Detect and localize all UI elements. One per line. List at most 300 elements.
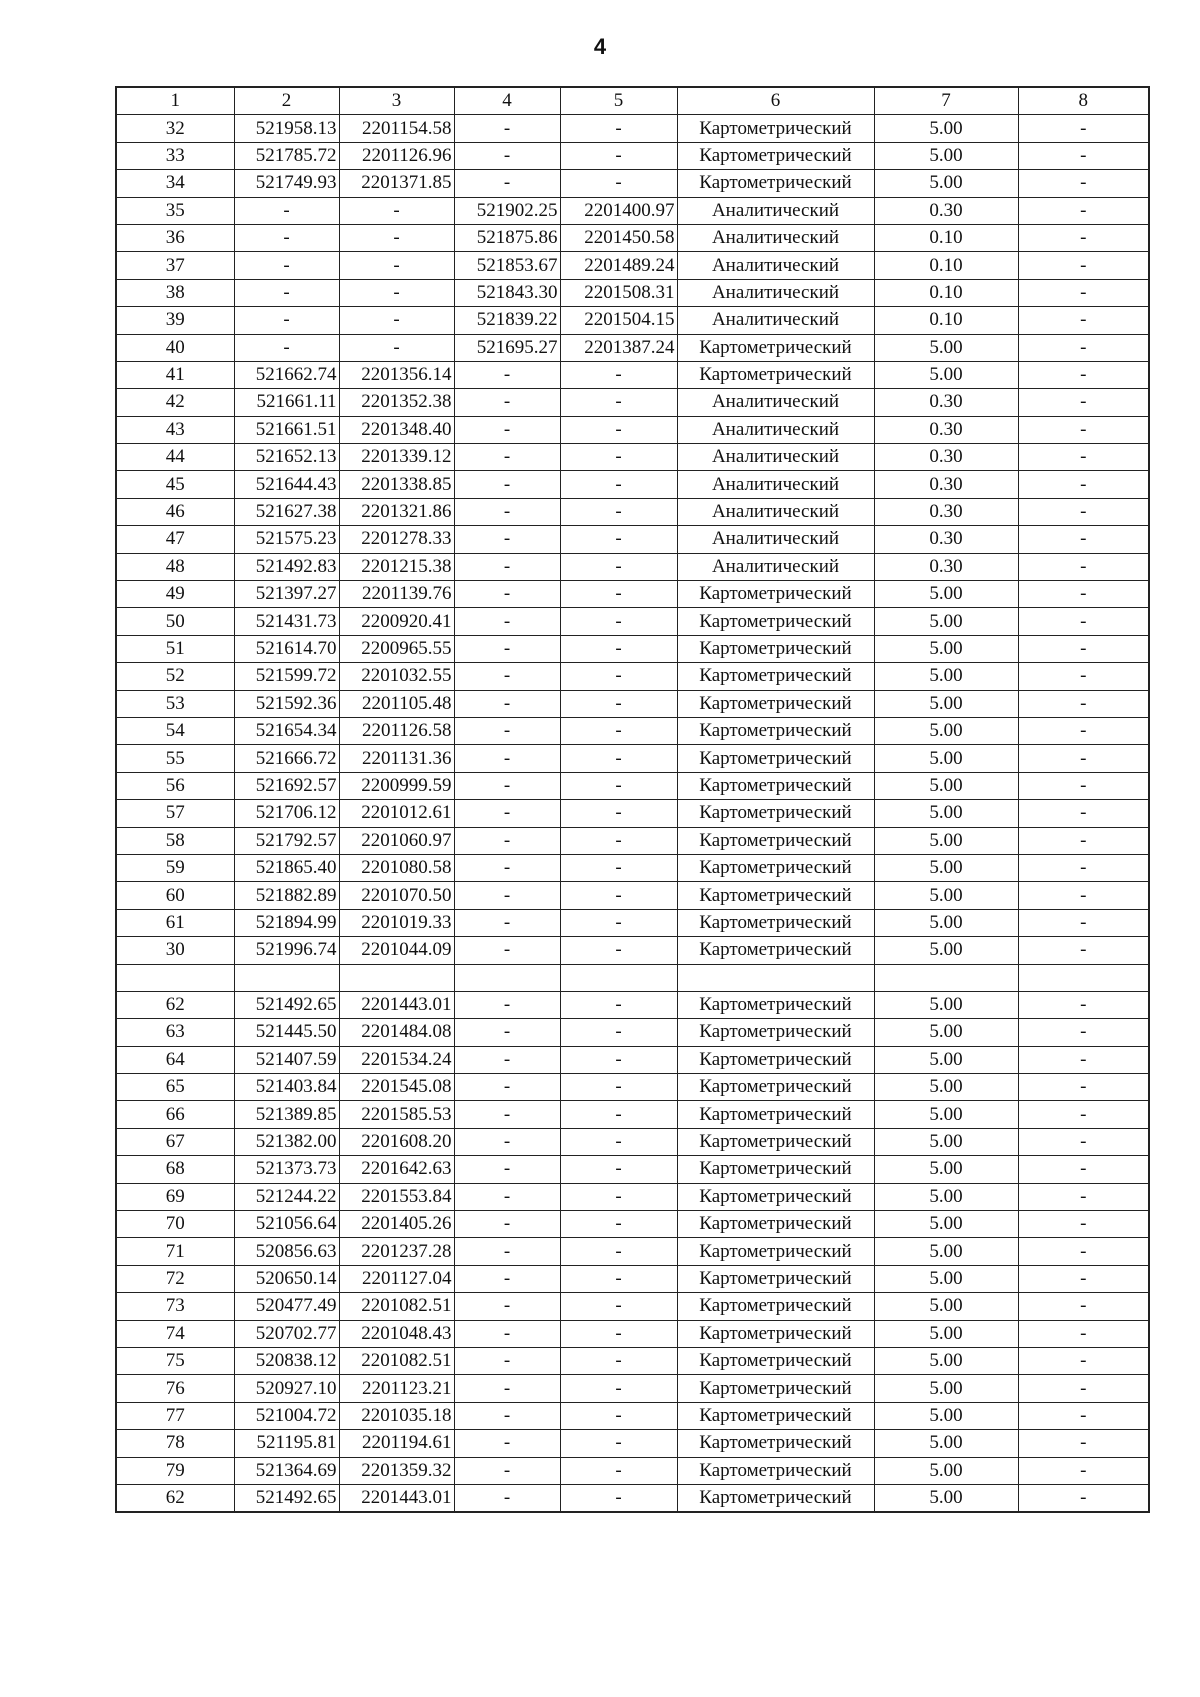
cell-y-new: -: [560, 1019, 677, 1046]
table-row: [116, 1375, 1149, 1402]
cell-method: Аналитический: [677, 224, 874, 251]
cell-x-existing: 521389.85: [234, 1101, 339, 1128]
cell-x-new: -: [454, 1019, 560, 1046]
cell-y-existing: 2201348.40: [339, 416, 454, 443]
cell-description: -: [1018, 882, 1149, 909]
cell-description: -: [1018, 909, 1149, 936]
cell-x-new: -: [454, 663, 560, 690]
cell-y-new: -: [560, 800, 677, 827]
cell-x-new: -: [454, 882, 560, 909]
cell-y-new: 2201387.24: [560, 334, 677, 361]
cell-x-existing: 520702.77: [234, 1320, 339, 1347]
column-header: 8: [1018, 87, 1149, 115]
cell-x-new: -: [454, 717, 560, 744]
table-row: [116, 224, 1149, 251]
cell-x-existing: 521244.22: [234, 1183, 339, 1210]
cell-method: Картометрический: [677, 1320, 874, 1347]
cell-description: -: [1018, 142, 1149, 169]
cell-description: -: [1018, 553, 1149, 580]
cell-point-number: 45: [116, 471, 234, 498]
cell-x-existing: 521575.23: [234, 526, 339, 553]
table-row: [116, 608, 1149, 635]
cell-accuracy: 0.30: [874, 389, 1018, 416]
cell-method: Аналитический: [677, 471, 874, 498]
cell-point-number: 36: [116, 224, 234, 251]
table-row: [116, 1128, 1149, 1155]
cell-method: Картометрический: [677, 1128, 874, 1155]
cell-point-number: 72: [116, 1265, 234, 1292]
cell-method: Картометрический: [677, 937, 874, 964]
cell-point-number: 62: [116, 991, 234, 1018]
cell-x-new: -: [454, 1430, 560, 1457]
cell-y-existing: 2201443.01: [339, 1484, 454, 1512]
cell-x-new: -: [454, 1484, 560, 1512]
cell-x-existing: 521195.81: [234, 1430, 339, 1457]
cell-accuracy: 0.30: [874, 526, 1018, 553]
cell-method: Картометрический: [677, 608, 874, 635]
cell-method: Аналитический: [677, 197, 874, 224]
cell-y-existing: 2201237.28: [339, 1238, 454, 1265]
cell-method: Картометрический: [677, 1101, 874, 1128]
cell-description: -: [1018, 197, 1149, 224]
cell-x-new: -: [454, 745, 560, 772]
cell-accuracy: 5.00: [874, 854, 1018, 881]
table-body: [116, 115, 1149, 1512]
cell-description: -: [1018, 1046, 1149, 1073]
cell-y-new: -: [560, 772, 677, 799]
cell-x-new: -: [454, 471, 560, 498]
cell-x-existing: 521996.74: [234, 937, 339, 964]
cell-x-new: -: [454, 553, 560, 580]
cell-y-new: -: [560, 1402, 677, 1429]
cell-description: -: [1018, 526, 1149, 553]
cell-description: -: [1018, 1265, 1149, 1292]
cell-point-number: 60: [116, 882, 234, 909]
cell-x-existing: -: [234, 334, 339, 361]
cell-y-existing: 2201139.76: [339, 581, 454, 608]
cell-description: [1018, 964, 1149, 991]
cell-point-number: 49: [116, 581, 234, 608]
cell-method: Картометрический: [677, 800, 874, 827]
cell-method: Картометрический: [677, 663, 874, 690]
cell-point-number: 77: [116, 1402, 234, 1429]
cell-x-new: -: [454, 991, 560, 1018]
table-row: [116, 800, 1149, 827]
cell-point-number: 79: [116, 1457, 234, 1484]
cell-description: -: [1018, 361, 1149, 388]
cell-x-existing: 521706.12: [234, 800, 339, 827]
cell-x-new: -: [454, 361, 560, 388]
cell-accuracy: 5.00: [874, 1019, 1018, 1046]
cell-y-existing: 2201534.24: [339, 1046, 454, 1073]
cell-y-new: -: [560, 1293, 677, 1320]
cell-method: Картометрический: [677, 1046, 874, 1073]
cell-y-existing: 2201339.12: [339, 444, 454, 471]
cell-method: Аналитический: [677, 498, 874, 525]
cell-description: -: [1018, 690, 1149, 717]
table-row: [116, 389, 1149, 416]
cell-x-existing: -: [234, 224, 339, 251]
cell-description: -: [1018, 307, 1149, 334]
cell-y-existing: 2201642.63: [339, 1156, 454, 1183]
cell-x-new: -: [454, 827, 560, 854]
cell-y-existing: 2201123.21: [339, 1375, 454, 1402]
cell-point-number: 34: [116, 170, 234, 197]
table-row: [116, 1320, 1149, 1347]
cell-description: -: [1018, 416, 1149, 443]
cell-accuracy: [874, 964, 1018, 991]
table-row: [116, 553, 1149, 580]
table-row: [116, 991, 1149, 1018]
cell-accuracy: 5.00: [874, 745, 1018, 772]
cell-x-new: -: [454, 416, 560, 443]
cell-x-new: -: [454, 1101, 560, 1128]
cell-y-existing: 2201082.51: [339, 1293, 454, 1320]
cell-point-number: 42: [116, 389, 234, 416]
cell-method: Аналитический: [677, 416, 874, 443]
cell-x-existing: 521407.59: [234, 1046, 339, 1073]
cell-x-new: 521843.30: [454, 279, 560, 306]
cell-point-number: 61: [116, 909, 234, 936]
cell-x-new: -: [454, 498, 560, 525]
cell-point-number: 46: [116, 498, 234, 525]
cell-method: Аналитический: [677, 389, 874, 416]
page-number: 4: [593, 34, 607, 59]
column-header: 7: [874, 87, 1018, 115]
cell-x-existing: 521666.72: [234, 745, 339, 772]
cell-point-number: 54: [116, 717, 234, 744]
cell-y-new: 2201504.15: [560, 307, 677, 334]
cell-method: Картометрический: [677, 1265, 874, 1292]
cell-accuracy: 5.00: [874, 1320, 1018, 1347]
cell-y-new: 2201400.97: [560, 197, 677, 224]
cell-description: -: [1018, 772, 1149, 799]
cell-point-number: 51: [116, 635, 234, 662]
cell-point-number: 33: [116, 142, 234, 169]
cell-method: Картометрический: [677, 361, 874, 388]
cell-description: -: [1018, 827, 1149, 854]
cell-x-existing: 521004.72: [234, 1402, 339, 1429]
cell-method: Картометрический: [677, 1430, 874, 1457]
column-header: 3: [339, 87, 454, 115]
cell-x-new: -: [454, 1320, 560, 1347]
cell-y-existing: 2201356.14: [339, 361, 454, 388]
cell-y-existing: 2201215.38: [339, 553, 454, 580]
cell-x-new: 521695.27: [454, 334, 560, 361]
cell-point-number: 57: [116, 800, 234, 827]
cell-y-new: -: [560, 1457, 677, 1484]
cell-accuracy: 5.00: [874, 1238, 1018, 1265]
cell-y-new: -: [560, 1238, 677, 1265]
cell-point-number: 47: [116, 526, 234, 553]
cell-y-new: -: [560, 1046, 677, 1073]
cell-method: Картометрический: [677, 882, 874, 909]
cell-x-existing: 521492.65: [234, 991, 339, 1018]
cell-accuracy: 5.00: [874, 1046, 1018, 1073]
cell-accuracy: 5.00: [874, 991, 1018, 1018]
cell-y-existing: 2201070.50: [339, 882, 454, 909]
cell-y-existing: 2201154.58: [339, 115, 454, 142]
cell-y-new: -: [560, 635, 677, 662]
cell-point-number: 69: [116, 1183, 234, 1210]
cell-accuracy: 5.00: [874, 1293, 1018, 1320]
cell-x-new: -: [454, 1457, 560, 1484]
cell-x-new: [454, 964, 560, 991]
cell-x-new: -: [454, 1046, 560, 1073]
cell-y-existing: 2201019.33: [339, 909, 454, 936]
cell-description: -: [1018, 252, 1149, 279]
cell-description: -: [1018, 608, 1149, 635]
cell-method: Аналитический: [677, 307, 874, 334]
cell-y-new: -: [560, 361, 677, 388]
cell-y-new: -: [560, 717, 677, 744]
cell-description: -: [1018, 224, 1149, 251]
table-row: [116, 170, 1149, 197]
cell-accuracy: 5.00: [874, 1211, 1018, 1238]
cell-y-existing: -: [339, 307, 454, 334]
cell-x-new: -: [454, 444, 560, 471]
cell-description: -: [1018, 1484, 1149, 1512]
table-row: [116, 361, 1149, 388]
cell-y-existing: 2201545.08: [339, 1074, 454, 1101]
cell-description: -: [1018, 800, 1149, 827]
cell-accuracy: 5.00: [874, 909, 1018, 936]
cell-method: Аналитический: [677, 252, 874, 279]
coordinates-table: [115, 86, 1150, 1513]
cell-accuracy: 5.00: [874, 1128, 1018, 1155]
cell-x-existing: 521785.72: [234, 142, 339, 169]
table-row: [116, 717, 1149, 744]
cell-point-number: 56: [116, 772, 234, 799]
cell-x-new: -: [454, 1375, 560, 1402]
cell-point-number: 75: [116, 1347, 234, 1374]
cell-method: Картометрический: [677, 717, 874, 744]
cell-x-existing: 521627.38: [234, 498, 339, 525]
table-row: [116, 937, 1149, 964]
cell-y-new: -: [560, 827, 677, 854]
cell-point-number: 76: [116, 1375, 234, 1402]
table-row: [116, 745, 1149, 772]
cell-y-new: -: [560, 581, 677, 608]
cell-x-new: -: [454, 1183, 560, 1210]
table-row: [116, 690, 1149, 717]
cell-method: Картометрический: [677, 635, 874, 662]
table-row: [116, 307, 1149, 334]
cell-x-existing: 521364.69: [234, 1457, 339, 1484]
cell-x-existing: 521056.64: [234, 1211, 339, 1238]
cell-x-existing: -: [234, 279, 339, 306]
cell-y-existing: -: [339, 279, 454, 306]
cell-description: -: [1018, 389, 1149, 416]
cell-y-existing: -: [339, 334, 454, 361]
cell-y-new: -: [560, 1484, 677, 1512]
cell-y-new: -: [560, 1156, 677, 1183]
cell-y-new: -: [560, 1430, 677, 1457]
cell-point-number: [116, 964, 234, 991]
cell-method: Картометрический: [677, 1019, 874, 1046]
table-row: [116, 581, 1149, 608]
cell-x-new: -: [454, 800, 560, 827]
cell-y-new: -: [560, 745, 677, 772]
cell-x-existing: 521373.73: [234, 1156, 339, 1183]
cell-y-new: -: [560, 1211, 677, 1238]
cell-method: Картометрический: [677, 745, 874, 772]
cell-point-number: 63: [116, 1019, 234, 1046]
table-row: [116, 279, 1149, 306]
cell-x-new: -: [454, 142, 560, 169]
cell-method: Картометрический: [677, 690, 874, 717]
cell-accuracy: 5.00: [874, 717, 1018, 744]
cell-x-new: -: [454, 581, 560, 608]
cell-x-existing: 521403.84: [234, 1074, 339, 1101]
cell-y-new: [560, 964, 677, 991]
cell-y-existing: 2200920.41: [339, 608, 454, 635]
cell-point-number: 37: [116, 252, 234, 279]
cell-x-existing: -: [234, 307, 339, 334]
cell-method: Картометрический: [677, 115, 874, 142]
cell-description: -: [1018, 471, 1149, 498]
cell-y-existing: 2201359.32: [339, 1457, 454, 1484]
cell-accuracy: 0.30: [874, 471, 1018, 498]
cell-accuracy: 0.10: [874, 279, 1018, 306]
cell-method: Картометрический: [677, 334, 874, 361]
cell-accuracy: 5.00: [874, 334, 1018, 361]
cell-x-existing: 521894.99: [234, 909, 339, 936]
cell-description: -: [1018, 854, 1149, 881]
cell-y-existing: 2201321.86: [339, 498, 454, 525]
table-row: [116, 1156, 1149, 1183]
cell-accuracy: 5.00: [874, 1375, 1018, 1402]
cell-y-existing: 2201012.61: [339, 800, 454, 827]
cell-y-existing: -: [339, 252, 454, 279]
column-header: 5: [560, 87, 677, 115]
cell-point-number: 30: [116, 937, 234, 964]
cell-y-new: -: [560, 1183, 677, 1210]
cell-point-number: 66: [116, 1101, 234, 1128]
cell-method: Картометрический: [677, 1375, 874, 1402]
cell-method: Картометрический: [677, 142, 874, 169]
cell-y-existing: 2201352.38: [339, 389, 454, 416]
table-row: [116, 1430, 1149, 1457]
cell-y-existing: -: [339, 197, 454, 224]
cell-method: Картометрический: [677, 581, 874, 608]
cell-y-existing: 2201082.51: [339, 1347, 454, 1374]
cell-x-existing: 520477.49: [234, 1293, 339, 1320]
cell-x-new: -: [454, 526, 560, 553]
cell-x-existing: 521661.11: [234, 389, 339, 416]
cell-x-new: -: [454, 170, 560, 197]
cell-accuracy: 0.30: [874, 498, 1018, 525]
cell-method: Картометрический: [677, 1238, 874, 1265]
cell-point-number: 41: [116, 361, 234, 388]
cell-accuracy: 5.00: [874, 115, 1018, 142]
cell-accuracy: 5.00: [874, 361, 1018, 388]
cell-y-new: -: [560, 608, 677, 635]
column-header: 1: [116, 87, 234, 115]
table-row: [116, 1046, 1149, 1073]
cell-description: -: [1018, 1375, 1149, 1402]
cell-description: -: [1018, 663, 1149, 690]
cell-y-new: -: [560, 498, 677, 525]
cell-y-new: -: [560, 882, 677, 909]
cell-y-new: -: [560, 416, 677, 443]
table-row: [116, 1293, 1149, 1320]
table-row: [116, 1183, 1149, 1210]
cell-x-existing: 521882.89: [234, 882, 339, 909]
cell-accuracy: 5.00: [874, 1183, 1018, 1210]
cell-point-number: 64: [116, 1046, 234, 1073]
cell-y-existing: 2201585.53: [339, 1101, 454, 1128]
cell-method: Картометрический: [677, 1211, 874, 1238]
header-row: [116, 87, 1149, 115]
cell-x-new: -: [454, 635, 560, 662]
cell-description: -: [1018, 1402, 1149, 1429]
cell-y-new: -: [560, 389, 677, 416]
cell-y-new: -: [560, 909, 677, 936]
cell-description: -: [1018, 1347, 1149, 1374]
cell-point-number: 35: [116, 197, 234, 224]
cell-y-new: -: [560, 1265, 677, 1292]
cell-accuracy: 5.00: [874, 1402, 1018, 1429]
cell-x-existing: 521749.93: [234, 170, 339, 197]
cell-description: -: [1018, 170, 1149, 197]
cell-description: -: [1018, 1457, 1149, 1484]
cell-point-number: 39: [116, 307, 234, 334]
cell-y-new: -: [560, 471, 677, 498]
cell-x-existing: -: [234, 197, 339, 224]
cell-description: -: [1018, 1156, 1149, 1183]
table-row: [116, 416, 1149, 443]
cell-y-new: 2201450.58: [560, 224, 677, 251]
cell-description: -: [1018, 937, 1149, 964]
cell-x-new: -: [454, 772, 560, 799]
table-row: [116, 1238, 1149, 1265]
cell-point-number: 44: [116, 444, 234, 471]
cell-point-number: 78: [116, 1430, 234, 1457]
table-row: [116, 1074, 1149, 1101]
table-row: [116, 1402, 1149, 1429]
cell-accuracy: 5.00: [874, 581, 1018, 608]
cell-y-new: -: [560, 170, 677, 197]
cell-x-new: -: [454, 1293, 560, 1320]
cell-method: Аналитический: [677, 526, 874, 553]
cell-accuracy: 5.00: [874, 690, 1018, 717]
table-row: [116, 498, 1149, 525]
cell-accuracy: 5.00: [874, 142, 1018, 169]
table-row: [116, 115, 1149, 142]
cell-description: -: [1018, 581, 1149, 608]
table-row: [116, 252, 1149, 279]
cell-method: Картометрический: [677, 1484, 874, 1512]
table-row: [116, 854, 1149, 881]
cell-accuracy: 5.00: [874, 608, 1018, 635]
cell-x-new: -: [454, 389, 560, 416]
cell-x-existing: 521614.70: [234, 635, 339, 662]
cell-x-new: -: [454, 608, 560, 635]
cell-x-new: 521875.86: [454, 224, 560, 251]
cell-x-existing: 520838.12: [234, 1347, 339, 1374]
cell-y-new: -: [560, 663, 677, 690]
cell-accuracy: 5.00: [874, 1074, 1018, 1101]
cell-method: Картометрический: [677, 1183, 874, 1210]
cell-y-new: -: [560, 690, 677, 717]
cell-y-new: -: [560, 553, 677, 580]
cell-y-existing: -: [339, 224, 454, 251]
cell-y-existing: 2201048.43: [339, 1320, 454, 1347]
cell-accuracy: 5.00: [874, 635, 1018, 662]
table-row: [116, 526, 1149, 553]
column-header: 6: [677, 87, 874, 115]
